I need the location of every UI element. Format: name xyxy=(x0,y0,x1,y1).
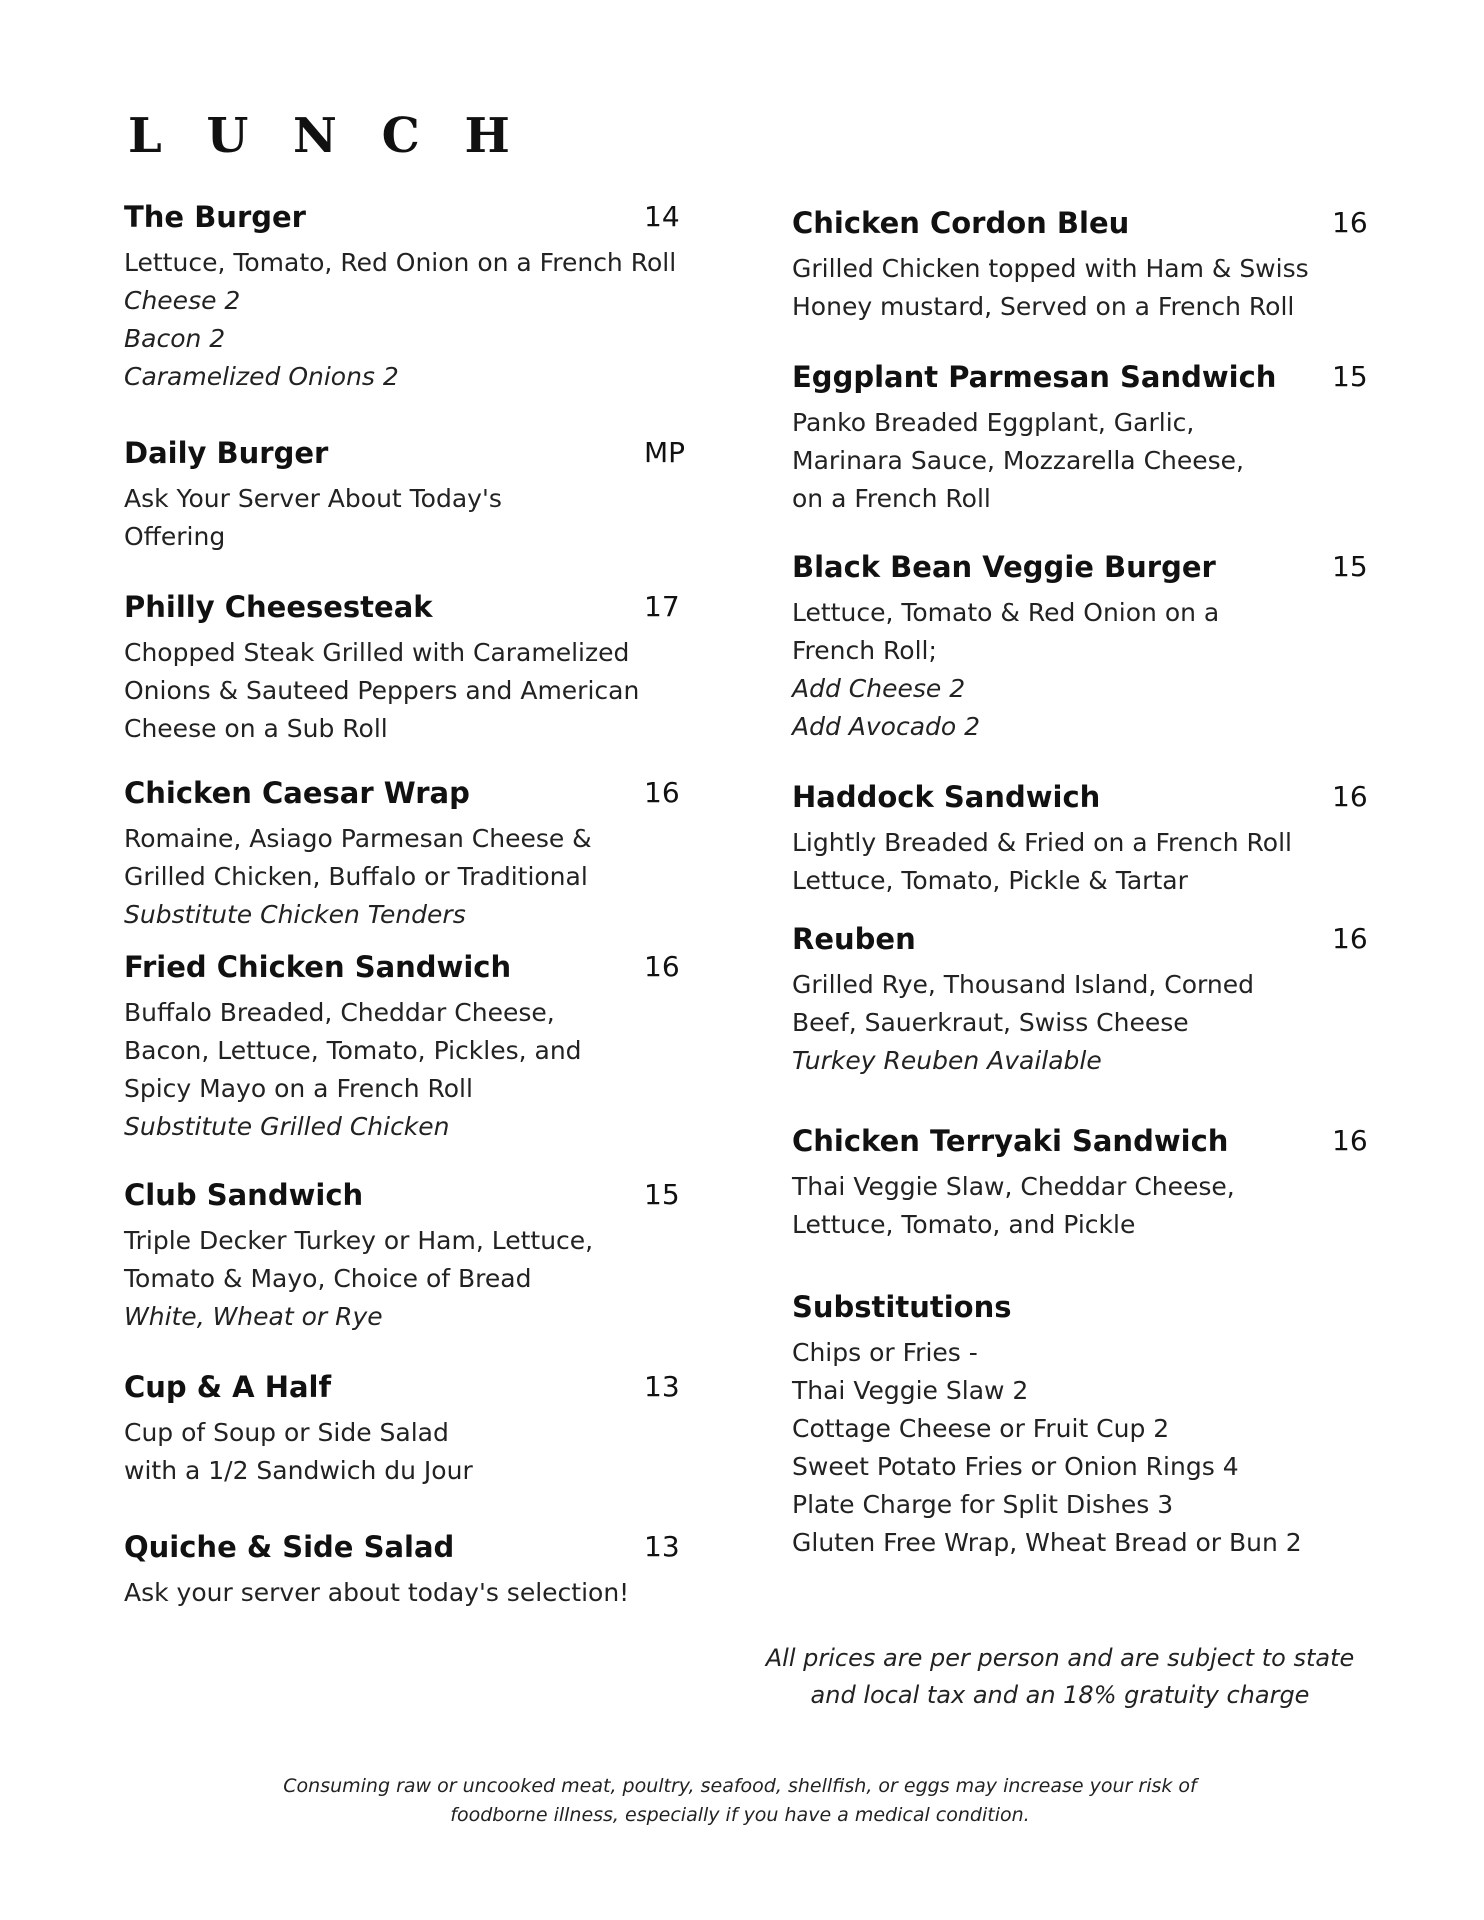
menu-item xyxy=(124,950,680,1146)
menu-item-addon: Substitute Grilled Chicken xyxy=(124,1112,450,1141)
menu-item-description-line: Onions & Sauteed Peppers and American xyxy=(124,676,640,705)
menu-item-description-line: Spicy Mayo on a French Roll xyxy=(124,1074,473,1103)
menu-title: L U N C H xyxy=(128,108,524,164)
menu-item-description-line: Chopped Steak Grilled with Caramelized xyxy=(124,638,630,667)
menu-item-description-line: Ask Your Server About Today's xyxy=(124,484,502,513)
menu-item-price: 15 xyxy=(1332,360,1368,393)
menu-item-price: 16 xyxy=(1332,922,1368,955)
disclaimer-line: Consuming raw or uncooked meat, poultry, seafood, shellfish, or eggs may increase your risk of xyxy=(283,1775,1197,1797)
menu-item-header xyxy=(124,436,686,480)
menu-item-description xyxy=(124,1574,629,1612)
menu-item-header xyxy=(124,590,680,634)
menu-item-description-line: Bacon, Lettuce, Tomato, Pickles, and xyxy=(124,1036,582,1065)
menu-item-description-line: Beef, Sauerkraut, Swiss Cheese xyxy=(792,1008,1189,1037)
menu-item xyxy=(792,922,1368,1080)
menu-item-name: Chicken Caesar Wrap xyxy=(124,776,470,810)
menu-item xyxy=(124,1370,680,1490)
menu-item-addon: White, Wheat or Rye xyxy=(124,1302,383,1331)
menu-item-price: 15 xyxy=(644,1178,680,1211)
menu-item-header xyxy=(124,1370,680,1414)
menu-item-description-line: Romaine, Asiago Parmesan Cheese & xyxy=(124,824,592,853)
menu-item-name: Cup & A Half xyxy=(124,1370,332,1404)
menu-item-header xyxy=(124,1530,680,1574)
menu-item-name: Philly Cheesesteak xyxy=(124,590,433,624)
menu-item-description-line: Cup of Soup or Side Salad xyxy=(124,1418,449,1447)
menu-item-description xyxy=(792,1334,1302,1562)
menu-item-description-line: Triple Decker Turkey or Ham, Lettuce, xyxy=(124,1226,594,1255)
menu-item-name: Daily Burger xyxy=(124,436,329,470)
menu-item-description-line: Grilled Chicken, Buffalo or Traditional xyxy=(124,862,588,891)
menu-item-description-line: Offering xyxy=(124,522,226,551)
menu-item-price: 13 xyxy=(644,1370,680,1403)
menu-item xyxy=(124,436,686,556)
menu-item-description xyxy=(792,1168,1235,1244)
menu-item-header xyxy=(792,550,1368,594)
menu-item-header xyxy=(792,360,1368,404)
menu-item-header xyxy=(792,206,1368,250)
menu-item-description xyxy=(792,250,1309,326)
menu-item xyxy=(792,550,1368,746)
price-note-line: and local tax and an 18% gratuity charge xyxy=(810,1681,1310,1709)
menu-item-description-line: Grilled Chicken topped with Ham & Swiss xyxy=(792,254,1309,283)
menu-item-description xyxy=(124,634,639,748)
menu-item-name: Chicken Terryaki Sandwich xyxy=(792,1124,1229,1158)
food-safety-disclaimer xyxy=(240,1772,1240,1830)
menu-item-description-line: Thai Veggie Slaw, Cheddar Cheese, xyxy=(792,1172,1235,1201)
menu-item-description xyxy=(124,1414,473,1490)
menu-item-description-line: Marinara Sauce, Mozzarella Cheese, xyxy=(792,446,1244,475)
menu-item-addon: Add Avocado 2 xyxy=(792,712,981,741)
menu-item-description xyxy=(792,594,1219,746)
menu-item-price: 16 xyxy=(1332,1124,1368,1157)
menu-item-addon: Bacon 2 xyxy=(124,324,226,353)
price-note xyxy=(760,1640,1360,1714)
menu-item-name: Club Sandwich xyxy=(124,1178,364,1212)
menu-item-header xyxy=(124,1178,680,1222)
menu-item-addon: Caramelized Onions 2 xyxy=(124,362,399,391)
menu-item-description xyxy=(792,824,1292,900)
menu-item-addon: Add Cheese 2 xyxy=(792,674,966,703)
menu-item-description-line: Panko Breaded Eggplant, Garlic, xyxy=(792,408,1195,437)
menu-item-name: Haddock Sandwich xyxy=(792,780,1101,814)
menu-item-header xyxy=(792,1290,1302,1334)
disclaimer-line: foodborne illness, especially if you have a medical condition. xyxy=(450,1804,1030,1826)
menu-item-description-line: Gluten Free Wrap, Wheat Bread or Bun 2 xyxy=(792,1528,1302,1557)
menu-item-header xyxy=(124,200,680,244)
menu-item-description-line: Plate Charge for Split Dishes 3 xyxy=(792,1490,1174,1519)
menu-item-name: Chicken Cordon Bleu xyxy=(792,206,1130,240)
menu-item-price: 16 xyxy=(1332,206,1368,239)
menu-item-header xyxy=(124,950,680,994)
menu-item-name: The Burger xyxy=(124,200,306,234)
menu-item-description-line: Chips or Fries - xyxy=(792,1338,978,1367)
menu-item-description-line: Ask your server about today's selection! xyxy=(124,1578,630,1607)
menu-item-addon: Cheese 2 xyxy=(124,286,241,315)
price-note-line: All prices are per person and are subject to state xyxy=(765,1644,1355,1672)
menu-item-description-line: on a French Roll xyxy=(792,484,991,513)
menu-item-description-line: Cottage Cheese or Fruit Cup 2 xyxy=(792,1414,1170,1443)
menu-item-description-line: Sweet Potato Fries or Onion Rings 4 xyxy=(792,1452,1239,1481)
menu-item xyxy=(124,1530,680,1612)
menu-item xyxy=(124,1178,680,1336)
menu-item-name: Reuben xyxy=(792,922,916,956)
menu-item-description-line: Lettuce, Tomato, Pickle & Tartar xyxy=(792,866,1188,895)
menu-item xyxy=(124,200,680,396)
menu-item-description xyxy=(124,994,582,1146)
menu-item-description-line: Lettuce, Tomato, Red Onion on a French Roll xyxy=(124,248,677,277)
menu-item-price: 17 xyxy=(644,590,680,623)
menu-item-description xyxy=(124,1222,593,1336)
menu-item-description xyxy=(124,480,502,556)
menu-item-name: Eggplant Parmesan Sandwich xyxy=(792,360,1277,394)
menu-item xyxy=(124,776,680,934)
menu-item-description xyxy=(124,244,676,396)
menu-item-header xyxy=(792,922,1368,966)
menu-item-description-line: Buffalo Breaded, Cheddar Cheese, xyxy=(124,998,555,1027)
menu-item-description xyxy=(792,966,1254,1080)
menu-item xyxy=(792,780,1368,900)
menu-item-description-line: Lightly Breaded & Fried on a French Roll xyxy=(792,828,1292,857)
menu-item xyxy=(792,206,1368,326)
menu-item xyxy=(124,590,680,748)
menu-item-description-line: Honey mustard, Served on a French Roll xyxy=(792,292,1295,321)
menu-item xyxy=(792,360,1368,518)
menu-item-description-line: Lettuce, Tomato & Red Onion on a xyxy=(792,598,1220,627)
menu-item-header xyxy=(792,780,1368,824)
menu-item xyxy=(792,1290,1302,1562)
menu-item-description-line: Lettuce, Tomato, and Pickle xyxy=(792,1210,1136,1239)
menu-item-description-line: Thai Veggie Slaw 2 xyxy=(792,1376,1029,1405)
menu-item-addon: Substitute Chicken Tenders xyxy=(124,900,466,929)
menu-item-price: 14 xyxy=(644,200,680,233)
menu-item-addon: Turkey Reuben Available xyxy=(792,1046,1102,1075)
menu-item-name: Substitutions xyxy=(792,1290,1012,1324)
menu-item-description-line: Grilled Rye, Thousand Island, Corned xyxy=(792,970,1254,999)
menu-item-price: MP xyxy=(644,436,686,469)
menu-item-description-line: Tomato & Mayo, Choice of Bread xyxy=(124,1264,532,1293)
menu-item-description xyxy=(792,404,1244,518)
menu-item-description xyxy=(124,820,592,934)
menu-item xyxy=(792,1124,1368,1244)
menu-item-price: 13 xyxy=(644,1530,680,1563)
menu-item-name: Quiche & Side Salad xyxy=(124,1530,455,1564)
menu-item-header xyxy=(792,1124,1368,1168)
menu-item-description-line: with a 1/2 Sandwich du Jour xyxy=(124,1456,473,1485)
menu-item-price: 15 xyxy=(1332,550,1368,583)
menu-item-header xyxy=(124,776,680,820)
menu-item-description-line: French Roll; xyxy=(792,636,937,665)
menu-item-name: Black Bean Veggie Burger xyxy=(792,550,1216,584)
menu-item-name: Fried Chicken Sandwich xyxy=(124,950,512,984)
menu-item-price: 16 xyxy=(644,776,680,809)
menu-item-description-line: Cheese on a Sub Roll xyxy=(124,714,388,743)
menu-item-price: 16 xyxy=(644,950,680,983)
menu-item-price: 16 xyxy=(1332,780,1368,813)
